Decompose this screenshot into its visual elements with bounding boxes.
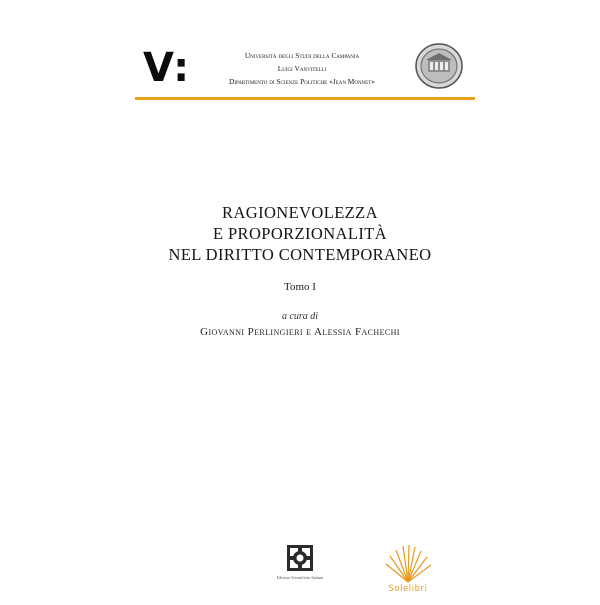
university-seal-icon: [414, 42, 464, 90]
book-title: [140, 202, 460, 265]
edited-by-label: a cura di: [281, 311, 319, 322]
editors-names: Giovanni Perlingieri e Alessia Fachechi: [200, 326, 400, 338]
institution-line-university: Università degli Studi della Campania: [244, 51, 360, 60]
publisher-emblem-icon: [285, 544, 315, 572]
title-line: NEL DIRITTO CONTEMPORANEO: [168, 245, 432, 264]
title-line: E PROPORZIONALITÀ: [212, 224, 388, 243]
institution-line-namesake: Luigi Vanvitelli: [277, 64, 327, 73]
publisher-name: Edizioni Scientifiche Italiane: [276, 575, 324, 580]
title-line: RAGIONEVOLEZZA: [222, 203, 378, 222]
department-logo: V:: [143, 45, 191, 91]
series-name: Solelibri: [388, 583, 428, 593]
sun-rays-icon: [378, 544, 438, 584]
institution-block: [212, 49, 392, 88]
accent-rule: [135, 97, 475, 100]
volume-number: Tomo I: [284, 281, 316, 293]
institution-line-department: Dipartimento di Scienze Politiche «Jean Monnet»: [229, 77, 375, 86]
